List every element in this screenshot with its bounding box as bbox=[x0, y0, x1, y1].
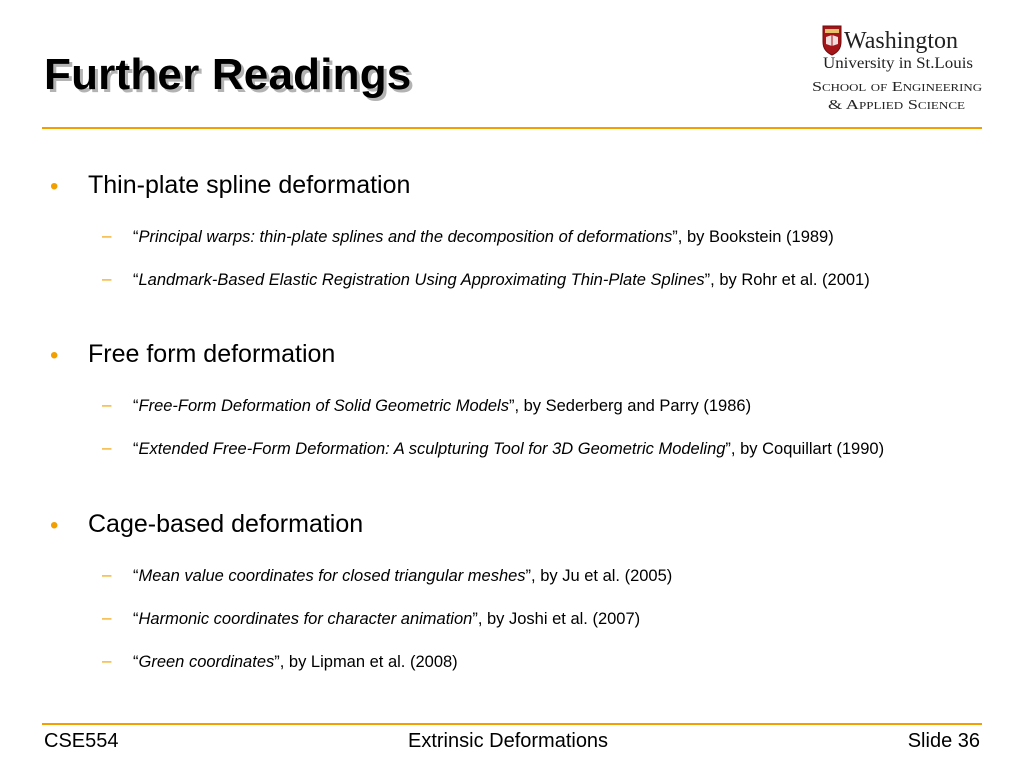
footer-divider bbox=[42, 723, 982, 725]
sub-bullet-dash: – bbox=[102, 651, 112, 670]
sub-bullet-dash: – bbox=[102, 395, 112, 414]
slide-title: Further Readings bbox=[44, 50, 412, 99]
footer-course: CSE554 bbox=[44, 730, 119, 752]
section-bullet-3: • bbox=[50, 512, 59, 539]
footer-topic: Extrinsic Deformations bbox=[408, 730, 609, 752]
section-heading-3: Cage-based deformation bbox=[88, 510, 364, 538]
reference-item: “Extended Free-Form Deformation: A sculpturing Tool for 3D Geometric Modeling”, by Coquillart (1990) bbox=[133, 440, 885, 458]
logo-line-2: University in St.Louis bbox=[823, 55, 973, 72]
sub-bullet-dash: – bbox=[102, 565, 112, 584]
header-divider bbox=[42, 127, 982, 129]
footer-slide-number: Slide 36 bbox=[907, 730, 980, 752]
logo-line-4: & Applied Science bbox=[828, 98, 965, 113]
reference-item: “Free-Form Deformation of Solid Geometric Models”, by Sederberg and Parry (1986) bbox=[133, 397, 752, 415]
sub-bullet-dash: – bbox=[102, 608, 112, 627]
university-logo bbox=[810, 22, 985, 114]
section-heading-2: Free form deformation bbox=[88, 340, 336, 368]
logo-line-1: Washington bbox=[844, 28, 959, 54]
reference-item: “Mean value coordinates for closed triangular meshes”, by Ju et al. (2005) bbox=[133, 567, 673, 585]
section-heading-1: Thin-plate spline deformation bbox=[88, 171, 411, 199]
section-bullet-2: • bbox=[50, 342, 59, 369]
section-bullet-1: • bbox=[50, 173, 59, 200]
reference-item: “Green coordinates”, by Lipman et al. (2008) bbox=[133, 653, 458, 671]
logo-line-3: School of Engineering bbox=[812, 80, 982, 95]
sub-bullet-dash: – bbox=[102, 226, 112, 245]
reference-item: “Principal warps: thin-plate splines and the decomposition of deformations”, by Bookstein (1989) bbox=[133, 228, 834, 246]
shield-icon bbox=[823, 26, 841, 55]
reference-item: “Harmonic coordinates for character animation”, by Joshi et al. (2007) bbox=[133, 610, 641, 628]
sub-bullet-dash: – bbox=[102, 269, 112, 288]
sub-bullet-dash: – bbox=[102, 438, 112, 457]
reference-item: “Landmark-Based Elastic Registration Using Approximating Thin-Plate Splines”, by Rohr et al. (2001) bbox=[133, 271, 870, 289]
